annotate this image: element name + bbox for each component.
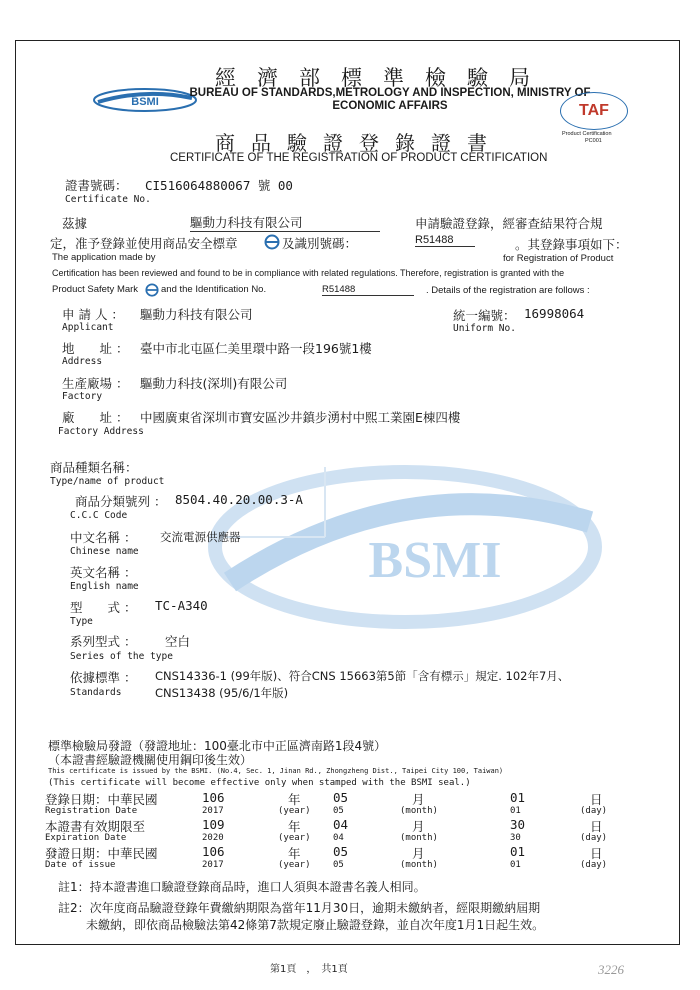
taf-logo [560, 92, 628, 130]
address-label: 地 址 ： [62, 341, 129, 356]
date-month-lbl: (month) [400, 833, 438, 843]
certificate-title-en: CERTIFICATE OF THE REGISTRATION OF PRODUCT CERTIFICATION [170, 152, 548, 164]
standards-label-en: Standards [70, 687, 122, 698]
address-label-en: Address [62, 356, 103, 367]
date-label-en: Registration Date [45, 806, 138, 816]
statement-line1-a: 茲據 [62, 216, 88, 231]
date-year-cn: 年 [288, 846, 301, 861]
date-roc: 106 [202, 844, 225, 859]
note-1: 註1：持本證書進口驗證登錄商品時，進口人須與本證書名義人相同。 [58, 880, 426, 894]
date-month-lbl: (month) [400, 806, 438, 816]
cn-name-label: 中文名稱 ： [70, 530, 137, 545]
issuer-line2: （本證書經驗證機關使用鋼印後生效） [48, 753, 253, 767]
statement-en-line1b: for Registration of Product [503, 253, 614, 264]
statement-line2-a: 定，准予登錄並使用商品安全標章 [50, 236, 238, 251]
applicant-label-en: Applicant [62, 322, 114, 333]
date-roc: 106 [202, 790, 225, 805]
date-label: 登錄日期：中華民國 [45, 792, 158, 807]
date-month-en: 05 [333, 806, 344, 816]
product-type-label-en: Type/name of product [50, 476, 165, 487]
date-day-lbl: (day) [580, 833, 608, 843]
certificate-title-cn: 商品驗證登錄證書 [215, 131, 503, 155]
standards-value-line2: CNS13438 (95/6/1年版) [155, 686, 289, 700]
factory-value: 驅動力科技(深圳)有限公司 [140, 376, 288, 391]
date-month-cn: 月 [412, 819, 425, 834]
cert-no-label-en: Certificate No. [65, 194, 151, 205]
statement-applicant: 驅動力科技有限公司 [190, 213, 380, 232]
date-month-en: 05 [333, 860, 344, 870]
agency-title-cn: 經濟部標準檢驗局 [215, 66, 551, 90]
date-year-en: 2020 [202, 833, 224, 843]
standards-value-line1: CNS14336-1 (99年版)、符合CNS 15663第5節「含有標示」規定. 102年7月、 [155, 669, 570, 683]
statement-en-line1: The application made by [52, 252, 156, 263]
date-label-en: Expiration Date [45, 833, 127, 843]
date-month-cn: 月 [412, 792, 425, 807]
date-year-lbl: (year) [278, 833, 311, 843]
date-day-en: 01 [510, 806, 521, 816]
statement-en-id-number: R51488 [322, 284, 414, 296]
date-month: 05 [333, 790, 349, 805]
applicant-label: 申 請 人 ： [62, 307, 124, 322]
series-label-en: Series of the type [70, 651, 173, 662]
applicant-value: 驅動力科技有限公司 [140, 307, 253, 322]
statement-en-line2: Certification has been reviewed and found to be in compliance with related regulations. Therefore, registration is granted with the [52, 268, 565, 278]
taf-code: PC001 [585, 138, 602, 144]
ccc-label-en: C.C.C Code [70, 510, 128, 521]
date-month: 04 [333, 817, 349, 832]
series-value: 空白 [165, 634, 191, 649]
address-value: 臺中市北屯區仁美里環中路一段196號1樓 [140, 341, 372, 356]
factory-label-en: Factory [62, 391, 103, 402]
date-month: 05 [333, 844, 349, 859]
page-number: 第1頁 ， 共1頁 [270, 964, 348, 975]
en-name-label: 英文名稱 ： [70, 565, 137, 580]
note-2-line2: 未繳納，即依商品檢驗法第42條第7款規定廢止驗證登錄，並自次年度1月1日起生效。 [86, 918, 545, 932]
date-day: 01 [510, 790, 526, 805]
date-day-lbl: (day) [580, 806, 608, 816]
date-year-cn: 年 [288, 819, 301, 834]
date-day-en: 30 [510, 833, 521, 843]
date-roc: 109 [202, 817, 225, 832]
uniform-no-label: 統一編號： [453, 308, 516, 323]
cn-name-value: 交流電源供應器 [160, 530, 241, 544]
en-name-label-en: English name [70, 581, 139, 592]
factory-address-label-en: Factory Address [58, 426, 144, 437]
model-value: TC-A340 [155, 598, 208, 613]
issuer-line1: 標準檢驗局發證（發證地址：100臺北市中正區濟南路1段4號） [48, 739, 387, 753]
safety-mark-icon [264, 234, 280, 250]
date-label-en: Date of issue [45, 860, 116, 870]
factory-address-value: 中國廣東省深圳市寶安區沙井鎮步湧村中熙工業園E棟四樓 [140, 410, 461, 425]
statement-line2-d: 。其登錄事項如下： [515, 237, 628, 252]
ccc-label: 商品分類號列 ： [75, 494, 167, 509]
note-2-line1: 註2：次年度商品驗證登錄年費繳納期限為當年11月30日，逾期未繳納者，經限期繳納屆期 [58, 901, 541, 915]
date-label: 發證日期：中華民國 [45, 846, 158, 861]
handwritten-scribble: 3226 [598, 962, 624, 977]
date-day-cn: 日 [590, 792, 603, 807]
statement-en-line3a: Product Safety Mark [52, 284, 139, 295]
statement-line2-b: 及識別號碼： [282, 236, 358, 251]
statement-id-number: R51488 [415, 234, 475, 247]
cert-no-value: CI516064880067 號 00 [145, 178, 293, 193]
date-day-en: 01 [510, 860, 521, 870]
ccc-value: 8504.40.20.00.3-A [175, 492, 303, 507]
issuer-en-line2: (This certificate will become effective only when stamped with the BSMI seal.) [48, 778, 471, 788]
uniform-no-value: 16998064 [524, 306, 585, 321]
factory-address-label: 廠 址 ： [62, 410, 129, 425]
product-type-label: 商品種類名稱： [50, 460, 138, 475]
taf-caption: Product Certification [562, 131, 612, 137]
date-month-cn: 月 [412, 846, 425, 861]
date-day-lbl: (day) [580, 860, 608, 870]
model-label-en: Type [70, 616, 93, 627]
bsmi-watermark [205, 462, 605, 632]
taf-logo-text: TAF [579, 102, 609, 119]
watermark-text: BSMI [368, 532, 502, 589]
statement-line1-c: 申請驗證登錄，經審查結果符合規 [415, 216, 603, 231]
date-month-lbl: (month) [400, 860, 438, 870]
date-day: 01 [510, 844, 526, 859]
statement-en-line3b: and the Identification No. [161, 284, 267, 295]
model-label: 型 式 ： [70, 600, 137, 615]
cert-no-label: 證書號碼： [65, 178, 128, 193]
statement-en-line3d: . Details of the registration are follows : [426, 285, 590, 296]
date-label: 本證書有效期限至 [45, 819, 146, 834]
safety-mark-icon-small [145, 283, 159, 297]
date-year-cn: 年 [288, 792, 301, 807]
series-label: 系列型式 ： [70, 634, 137, 649]
date-day-cn: 日 [590, 846, 603, 861]
date-day: 30 [510, 817, 526, 832]
agency-title-en: BUREAU OF STANDARDS,METROLOGY AND INSPECTION, MINISTRY OF ECONOMIC AFFAIRS [189, 87, 591, 112]
issuer-en-line1: This certificate is issued by the BSMI. (No.4, Sec. 1, Jinan Rd., Zhongzheng Dist., Taipei City 100, Taiwan) [48, 767, 504, 775]
date-day-cn: 日 [590, 819, 603, 834]
bsmi-logo-text: BSMI [131, 96, 159, 108]
date-year-lbl: (year) [278, 860, 311, 870]
date-year-en: 2017 [202, 860, 224, 870]
factory-label: 生產廠場 ： [62, 376, 129, 391]
standards-label: 依據標準 ： [70, 670, 137, 685]
date-year-lbl: (year) [278, 806, 311, 816]
cn-name-label-en: Chinese name [70, 546, 139, 557]
uniform-no-label-en: Uniform No. [453, 323, 516, 334]
date-year-en: 2017 [202, 806, 224, 816]
date-month-en: 04 [333, 833, 344, 843]
